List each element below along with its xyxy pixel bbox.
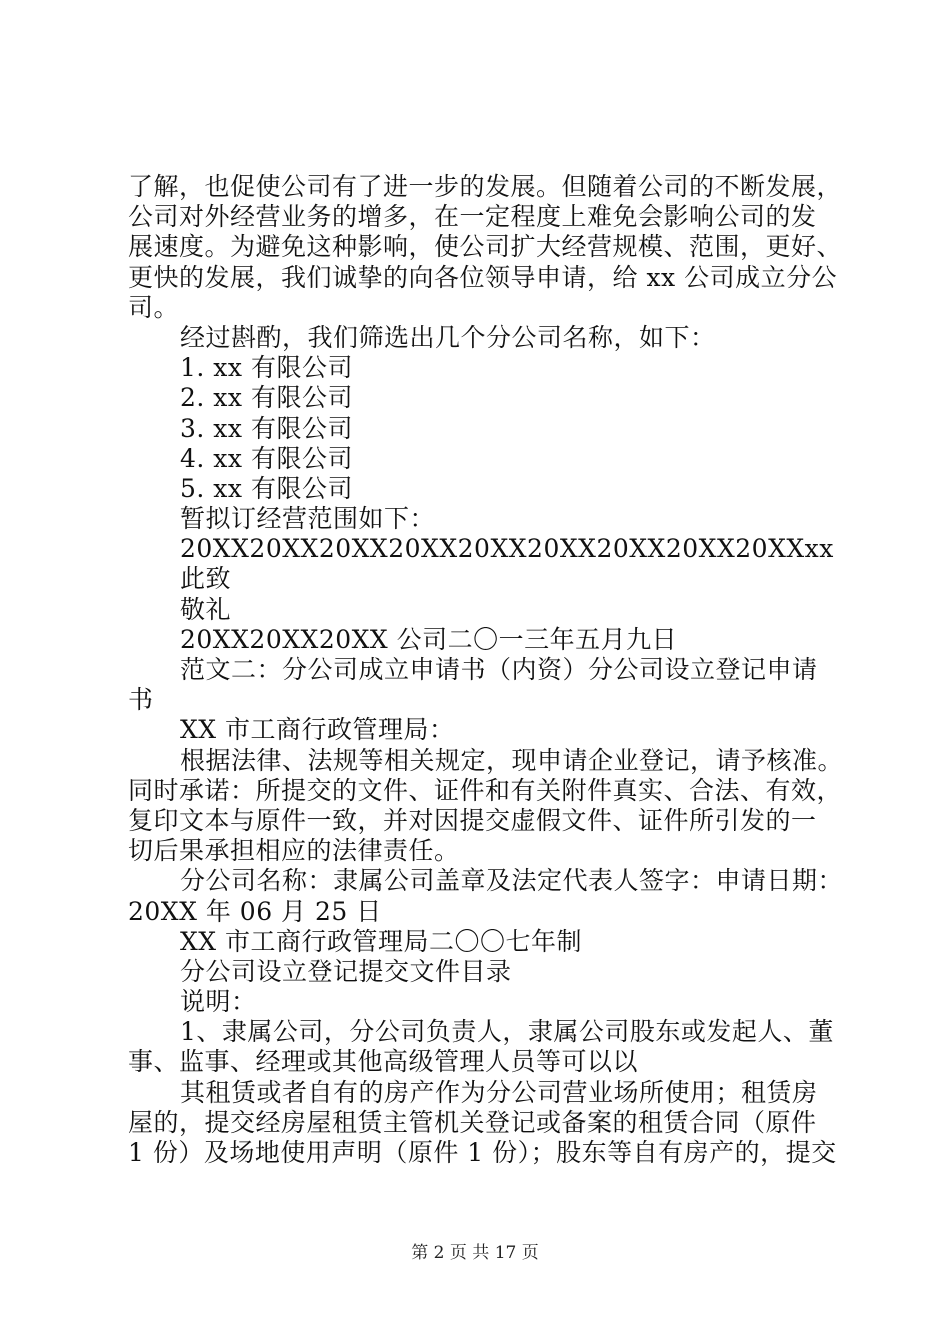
text-line: 展速度。为避免这种影响，使公司扩大经营规模、范围，更好、 bbox=[128, 232, 843, 262]
text-line: 暂拟订经营范围如下： bbox=[180, 504, 436, 534]
text-line: 说明： bbox=[180, 987, 257, 1017]
text-line: 2. xx 有限公司 bbox=[180, 383, 353, 413]
text-line: 此致 bbox=[180, 564, 232, 594]
text-line: 其租赁或者自有的房产作为分公司营业场所使用；租赁房 bbox=[180, 1077, 818, 1107]
page-footer: 第 2 页 共 17 页 bbox=[411, 1243, 539, 1263]
text-line: 1 份）及场地使用声明（原件 1 份）；股东等自有房产的，提交 bbox=[128, 1138, 837, 1167]
text-line: 5. xx 有限公司 bbox=[180, 473, 353, 503]
text-line: 20XX20XX20XX 公司二〇一三年五月九日 bbox=[180, 624, 678, 654]
text-line: 复印文本与原件一致，并对因提交虚假文件、证件所引发的一 bbox=[128, 805, 817, 835]
document-body bbox=[128, 172, 844, 1168]
text-line: 书 bbox=[128, 685, 154, 715]
text-line: 1. xx 有限公司 bbox=[180, 353, 353, 383]
text-line: 范文二：分公司成立申请书（内资）分公司设立登记申请 bbox=[180, 655, 818, 684]
text-line: 更快的发展，我们诚挚的向各位领导申请，给 xx 公司成立分公 bbox=[128, 262, 838, 292]
text-line: 司。 bbox=[128, 292, 180, 322]
text-line: 经过斟酌，我们筛选出几个分公司名称，如下： bbox=[180, 322, 716, 352]
text-line: 分公司设立登记提交文件目录 bbox=[180, 956, 512, 986]
text-line: 公司对外经营业务的增多，在一定程度上难免会影响公司的发 bbox=[128, 202, 817, 232]
text-line: 事、监事、经理或其他高级管理人员等可以以 bbox=[128, 1047, 639, 1077]
text-line: 1、隶属公司，分公司负责人，隶属公司股东或发起人、董 bbox=[180, 1017, 834, 1047]
text-line: XX 市工商行政管理局： bbox=[180, 715, 455, 745]
text-line: 20XX20XX20XX20XX20XX20XX20XX20XX20XXxx bbox=[180, 534, 834, 564]
text-line: XX 市工商行政管理局二〇〇七年制 bbox=[180, 926, 583, 956]
text-line: 切后果承担相应的法律责任。 bbox=[128, 836, 460, 866]
text-line: 根据法律、法规等相关规定，现申请企业登记，请予核准。 bbox=[180, 745, 844, 775]
text-line: 分公司名称：隶属公司盖章及法定代表人签字：申请日期： bbox=[180, 866, 844, 896]
text-line: 屋的，提交经房屋租赁主管机关登记或备案的租赁合同（原件 bbox=[128, 1107, 817, 1137]
text-line: 4. xx 有限公司 bbox=[180, 443, 353, 473]
text-line: 敬礼 bbox=[180, 594, 232, 624]
text-line: 了解，也促使公司有了进一步的发展。但随着公司的不断发展， bbox=[128, 172, 843, 201]
text-line: 同时承诺：所提交的文件、证件和有关附件真实、合法、有效， bbox=[128, 775, 843, 805]
text-line: 20XX 年 06 月 25 日 bbox=[128, 896, 382, 926]
text-line: 3. xx 有限公司 bbox=[180, 413, 353, 443]
